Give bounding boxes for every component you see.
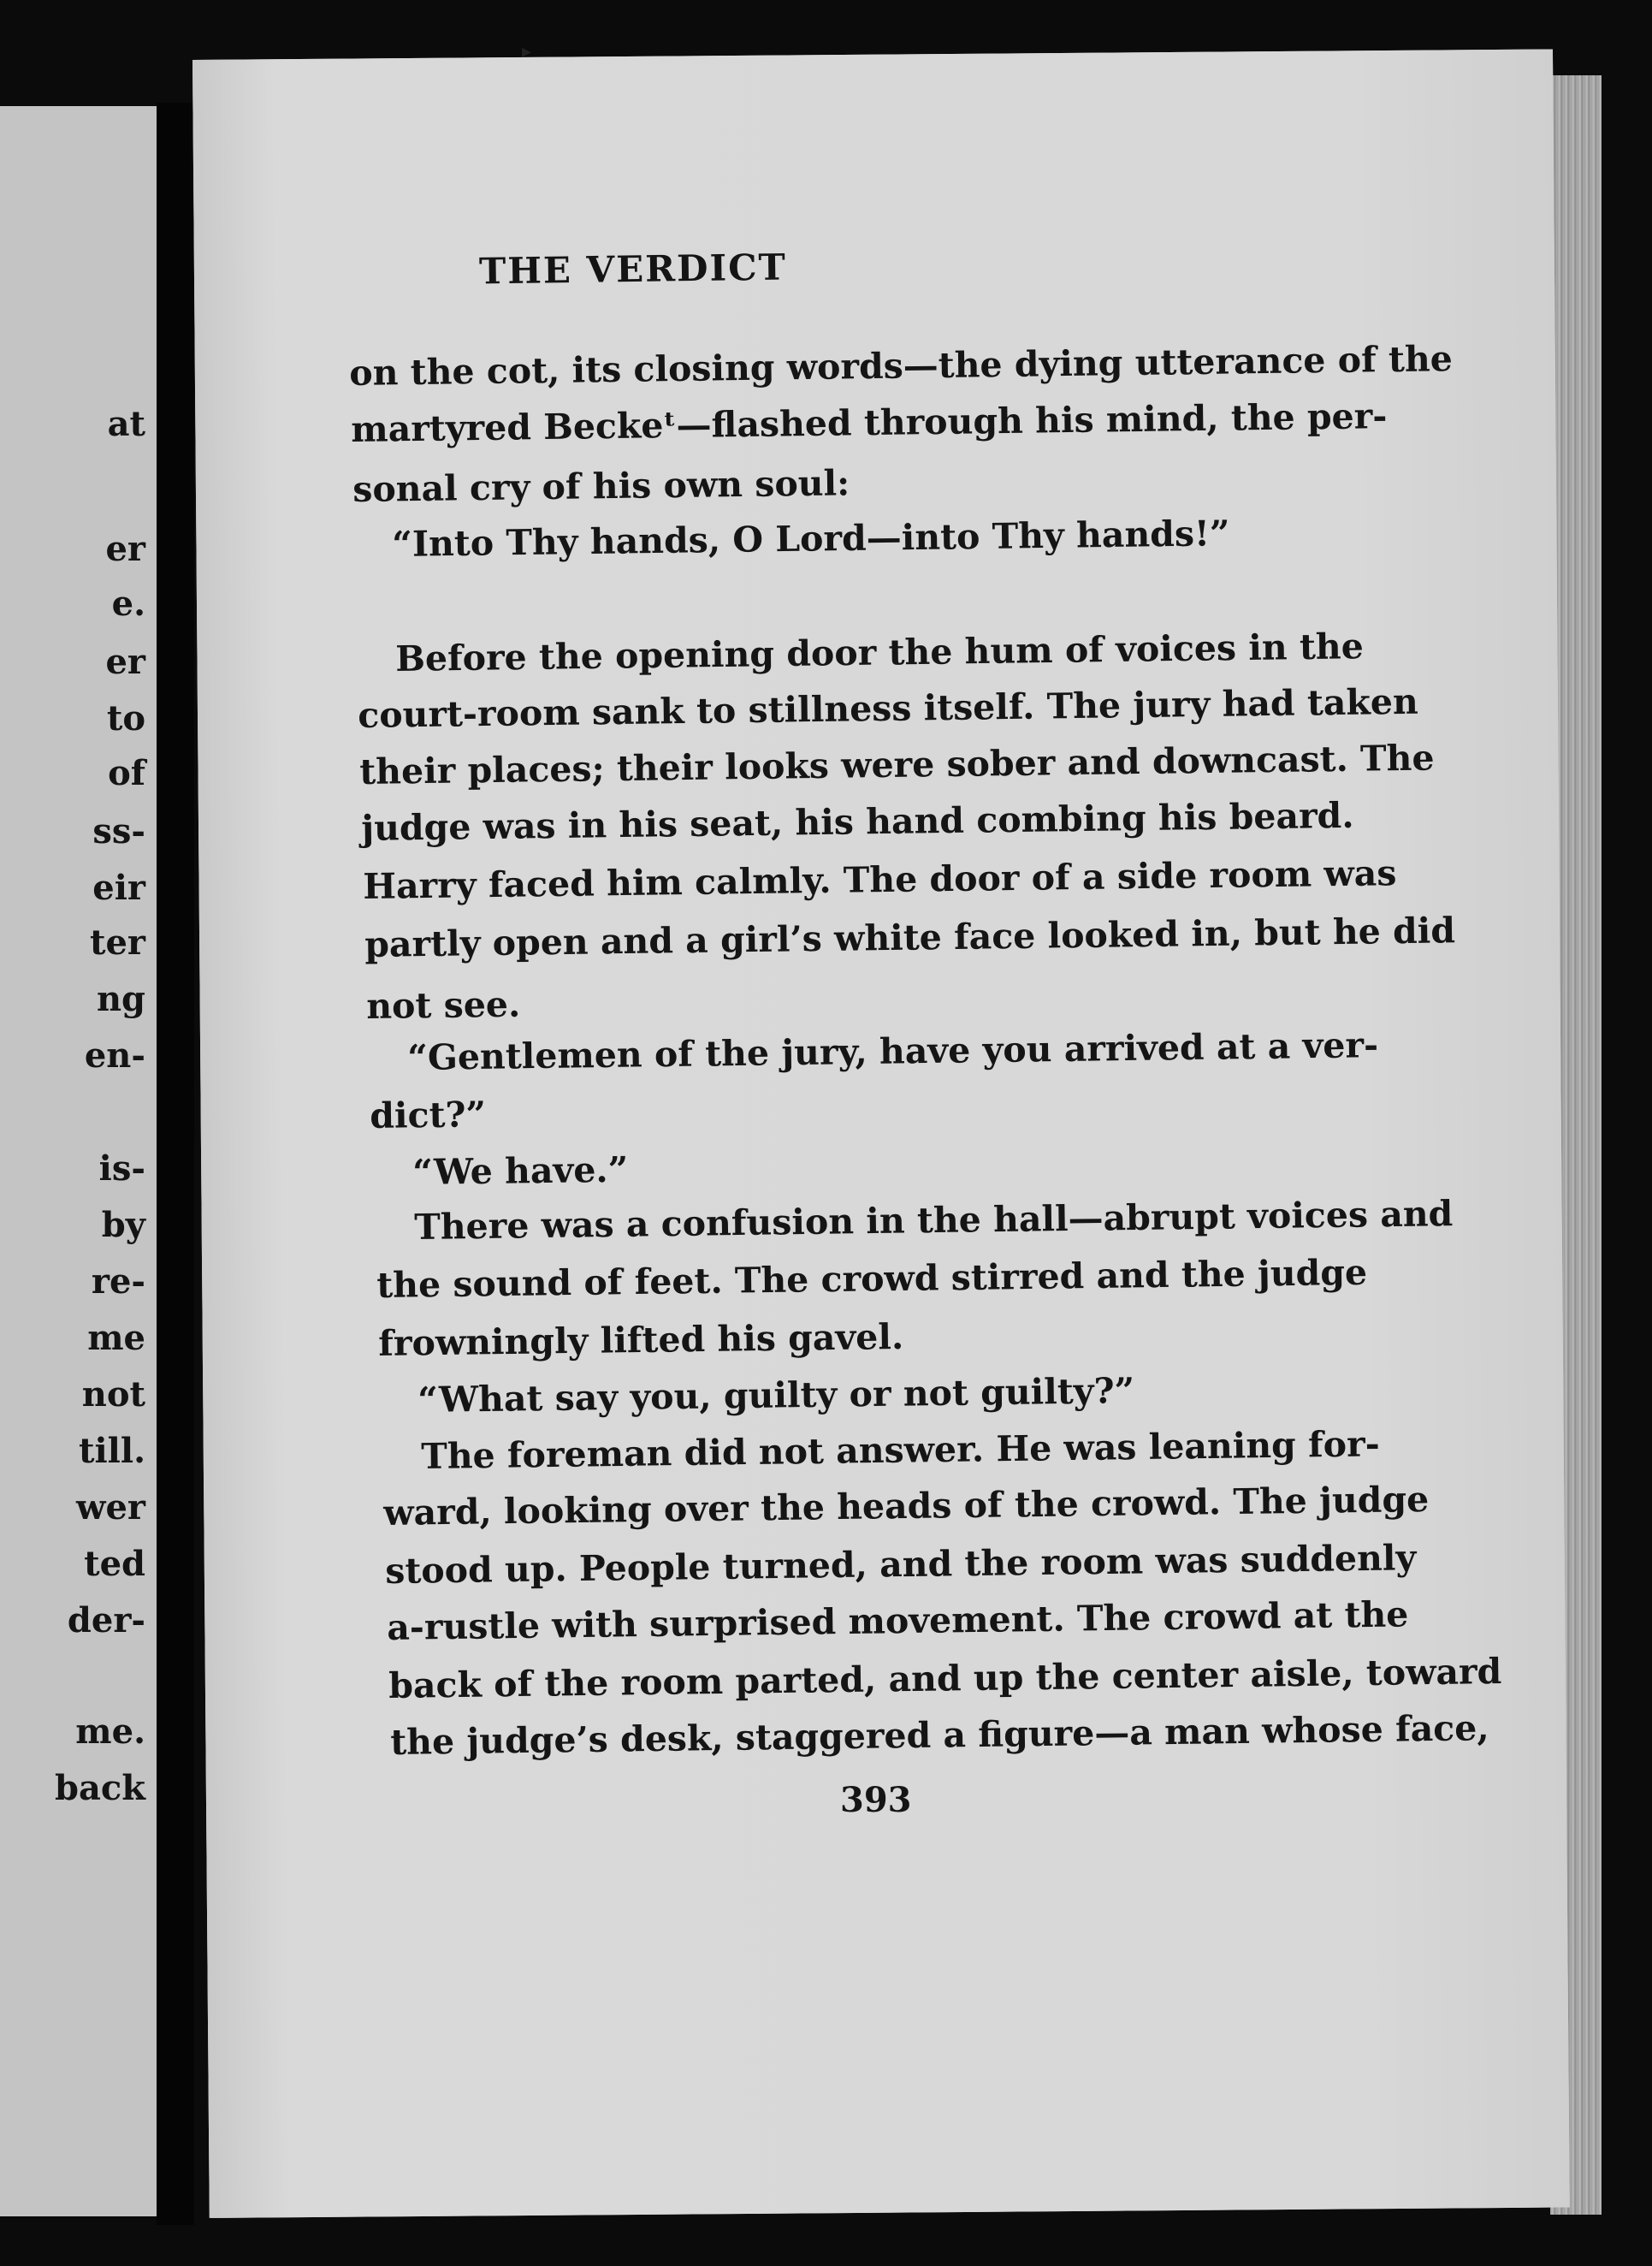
left-page-fragment: ng	[96, 979, 145, 1019]
left-page-fragment: ter	[90, 922, 145, 963]
text-line: partly open and a girl’s white face looked in, but he did	[364, 910, 1456, 965]
text-line: a-rustle with surprised movement. The crowd at the	[387, 1593, 1409, 1648]
text-line: dict?”	[370, 1094, 487, 1136]
text-line: martyred Beckeᵗ—flashed through his mind, the per-	[351, 395, 1388, 450]
text-line: ward, looking over the heads of the crowd. The judge	[383, 1479, 1430, 1533]
dust-speck: ▸	[522, 41, 532, 62]
left-page-fragment: er	[105, 529, 145, 569]
book-gutter	[157, 103, 194, 2225]
text-line: “What say you, guilty or not guilty?”	[417, 1370, 1135, 1421]
left-page-fragment: wer	[76, 1487, 145, 1527]
left-page-fragment: er	[105, 642, 145, 682]
left-page-fragment: me	[87, 1318, 145, 1358]
text-line: back of the room parted, and up the center aisle, toward	[388, 1650, 1502, 1706]
text-line: Before the opening door the hum of voices in the	[395, 626, 1365, 679]
text-line: “Into Thy hands, O Lord—into Thy hands!”	[392, 513, 1230, 565]
left-page-fragment: re-	[91, 1261, 145, 1302]
page-number: 393	[840, 1780, 912, 1820]
text-line: on the cot, its closing words—the dying utterance of the	[349, 338, 1454, 394]
text-line: Harry faced him calmly. The door of a side room was	[363, 852, 1397, 907]
text-line: There was a confusion in the hall—abrupt voices and	[414, 1193, 1454, 1248]
text-line: stood up. People turned, and the room was suddenly	[385, 1537, 1417, 1592]
left-page-fragment: not	[81, 1374, 145, 1415]
left-page-fragment: ss-	[92, 811, 145, 851]
text-line: “We have.”	[412, 1148, 629, 1193]
text-line: judge was in his seat, his hand combing his beard.	[361, 794, 1354, 849]
left-page-fragment: till.	[79, 1431, 145, 1471]
text-line: the judge’s desk, staggered a figure—a man whose face,	[390, 1707, 1489, 1763]
text-line: sonal cry of his own soul:	[352, 462, 850, 510]
text-line: court-room sank to stillness itself. The jury had taken	[358, 680, 1419, 736]
left-page-fragment: by	[101, 1205, 145, 1245]
left-page	[0, 106, 158, 2216]
left-page-fragment: ted	[84, 1544, 145, 1584]
left-page-fragment: at	[107, 404, 145, 444]
left-page-fragment: me.	[75, 1711, 145, 1752]
text-line: the sound of feet. The crowd stirred and the judge	[376, 1251, 1368, 1306]
left-page-fragment: to	[106, 698, 145, 739]
left-page-fragment: eir	[92, 868, 145, 908]
left-page-fragment: is-	[98, 1148, 145, 1189]
left-page-fragment: e.	[111, 584, 145, 624]
text-line: not see.	[366, 983, 521, 1027]
text-line: their places; their looks were sober and downcast. The	[359, 737, 1435, 792]
left-page-fragment: en-	[84, 1035, 145, 1076]
running-head: THE VERDICT	[478, 246, 788, 293]
left-page-fragment: back	[55, 1768, 145, 1808]
left-page-fragment: of	[108, 753, 145, 793]
left-page-fragment: der-	[67, 1600, 145, 1640]
text-line: The foreman did not answer. He was leaning for-	[421, 1423, 1380, 1477]
text-line: frowningly lifted his gavel.	[378, 1315, 904, 1364]
text-line: “Gentlemen of the jury, have you arrived at a ver-	[407, 1024, 1379, 1078]
